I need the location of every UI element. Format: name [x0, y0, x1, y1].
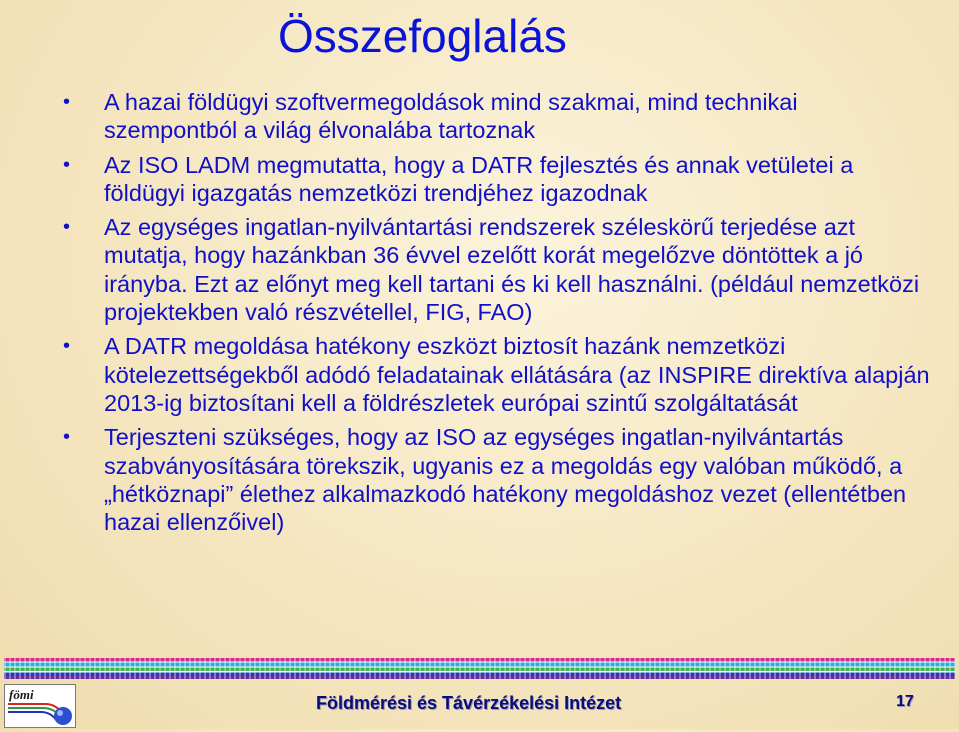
- bullet-item: [63, 423, 933, 536]
- logo-icon: [5, 685, 75, 727]
- page-number: 17: [896, 693, 914, 710]
- bullet-item: [63, 88, 933, 145]
- slide-title: Összefoglalás: [278, 10, 567, 62]
- bullet-text: Az ISO LADM megmutatta, hogy a DATR fejlesztés és annak vetületei a földügyi igazgatás nemzetközi trendjéhez igazodnak: [104, 151, 854, 206]
- bullet-item: [63, 213, 933, 326]
- bullet-text: A DATR megoldása hatékony eszközt biztosít hazánk nemzetközi kötelezettségekből adódó feladatainak ellátására (az INSPIRE direktíva alapján 2013-ig biztosítani kell a földrészletek európai szintű szolgáltatását: [104, 333, 930, 416]
- institute-name: Földmérési és Távérzékelési Intézet: [316, 693, 622, 713]
- bullet-text: A hazai földügyi szoftvermegoldások mind szakmai, mind technikai szempontból a világ élvonalába tartoznak: [104, 89, 798, 144]
- bullet-icon: •: [63, 426, 71, 449]
- bullet-text: Terjeszteni szükséges, hogy az ISO az egységes ingatlan-nyilvántartás szabványosítására törekszik, ugyanis ez a megoldás egy valóban működő, a „hétköznapi” élethez alkalmazkodó hatékony megoldáshoz vezet (ellentétben hazai ellenzőivel): [104, 424, 907, 536]
- bullet-list: [63, 88, 933, 542]
- bullet-icon: •: [63, 91, 71, 113]
- bullet-item: [63, 332, 933, 417]
- bullet-icon: •: [63, 335, 71, 358]
- logo-text: fömi: [9, 687, 34, 702]
- bullet-icon: •: [63, 153, 71, 176]
- bullet-text: Az egységes ingatlan-nyilvántartási rendszerek széleskörű terjedése azt mutatja, hogy hazánkban 36 évvel ezelőtt korát megelőzve döntöttek a jó irányba. Ezt az előnyt meg kell tartani és ki kell használni. (például nemzetközi projektekben való részvétellel, FIG, FAO): [104, 214, 920, 326]
- fomi-logo: [4, 684, 76, 728]
- bullet-item: [63, 151, 933, 208]
- footer-color-band: [4, 658, 955, 679]
- bullet-icon: •: [63, 216, 71, 239]
